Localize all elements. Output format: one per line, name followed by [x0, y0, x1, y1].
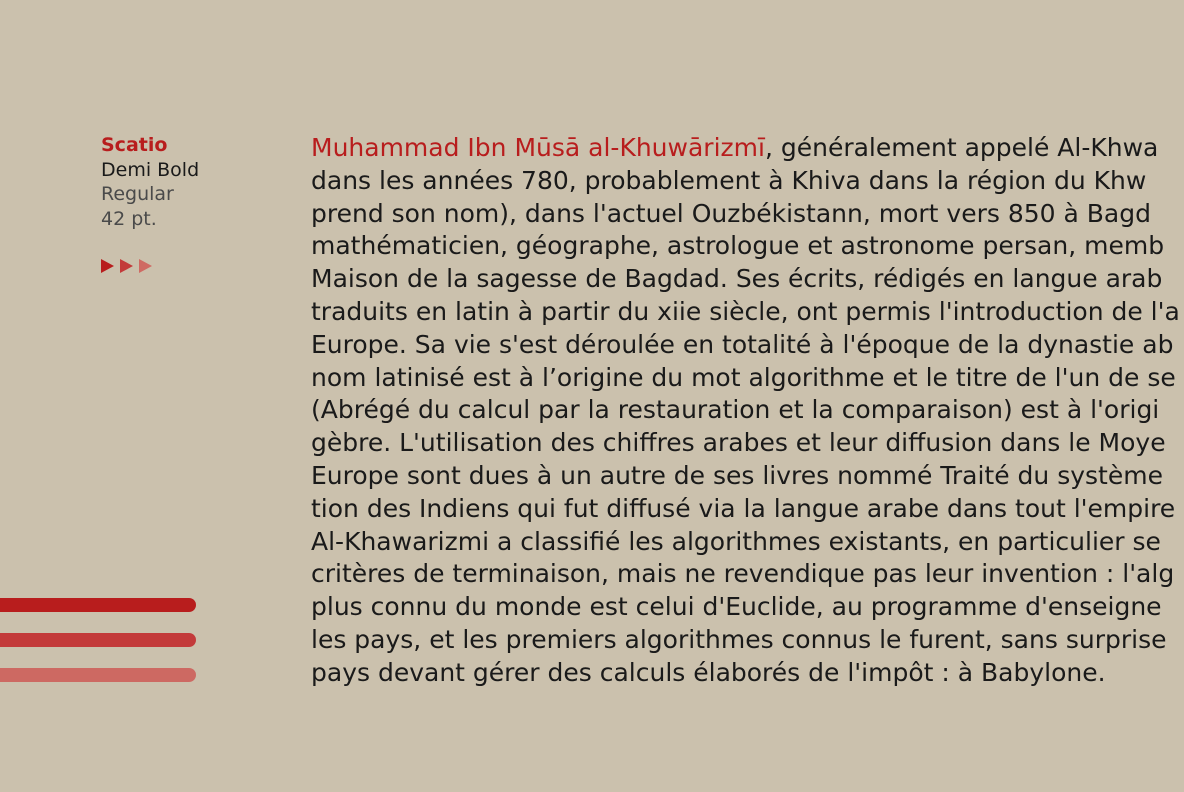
text-line: Maison de la sagesse de Bagdad. Ses écrits, rédigés en langue arab	[311, 264, 1163, 294]
text-line: prend son nom), dans l'actuel Ouzbékistann, mort vers 850 à Bagd	[311, 198, 1151, 228]
text-line: gèbre. L'utilisation des chiffres arabes et leur diffusion dans le Moye	[311, 428, 1166, 458]
text-line: critères de terminaison, mais ne revendique pas leur invention : l'alg	[311, 559, 1175, 589]
text-line: nom latinisé est à l’origine du mot algorithme et le titre de l'un de se	[311, 362, 1176, 392]
specimen-text-block	[311, 132, 1184, 692]
triangle-right-icon	[139, 259, 152, 273]
text-line: mathématicien, géographe, astrologue et astronome persan, memb	[311, 231, 1165, 261]
font-name-label: Scatio	[101, 134, 168, 156]
font-size-label: 42 pt.	[101, 207, 157, 230]
decorative-bar	[0, 633, 196, 647]
decorative-bars	[0, 598, 196, 703]
highlighted-name: Muhammad Ibn Mūsā al-Khuwārizmī	[311, 133, 765, 162]
text-line: Al-Khawarizmi a classifié les algorithmes existants, en particulier se	[311, 526, 1161, 556]
text-line: plus connu du monde est celui d'Euclide, au programme d'enseigne	[311, 592, 1162, 622]
decorative-bar	[0, 598, 196, 612]
text-line: Europe. Sa vie s'est déroulée en totalité à l'époque de la dynastie ab	[311, 329, 1174, 359]
text-line: pays devant gérer des calculs élaborés de l'impôt : à Babylone.	[311, 657, 1106, 687]
decorative-bar	[0, 668, 196, 682]
text-line: dans les années 780, probablement à Khiva dans la région du Khw	[311, 165, 1147, 195]
text-line	[311, 132, 1184, 165]
font-style-label: Regular	[101, 183, 174, 205]
first-line-rest: , généralement appelé Al-Khwa	[764, 133, 1159, 162]
text-line: Europe sont dues à un autre de ses livres nommé Traité du système	[311, 460, 1163, 490]
text-line: tion des Indiens qui fut diffusé via la langue arabe dans tout l'empire	[311, 493, 1176, 523]
font-weight-label: Demi Bold	[101, 158, 200, 181]
text-line: les pays, et les premiers algorithmes connus le furent, sans surprise	[311, 624, 1167, 654]
triangle-right-icon	[120, 259, 133, 273]
specimen-info	[101, 133, 199, 231]
triangle-right-icon	[101, 259, 114, 273]
text-line: (Abrégé du calcul par la restauration et la comparaison) est à l'origi	[311, 395, 1160, 425]
arrow-markers	[101, 259, 152, 273]
text-line: traduits en latin à partir du xiie siècle, ont permis l'introduction de l'a	[311, 296, 1180, 326]
